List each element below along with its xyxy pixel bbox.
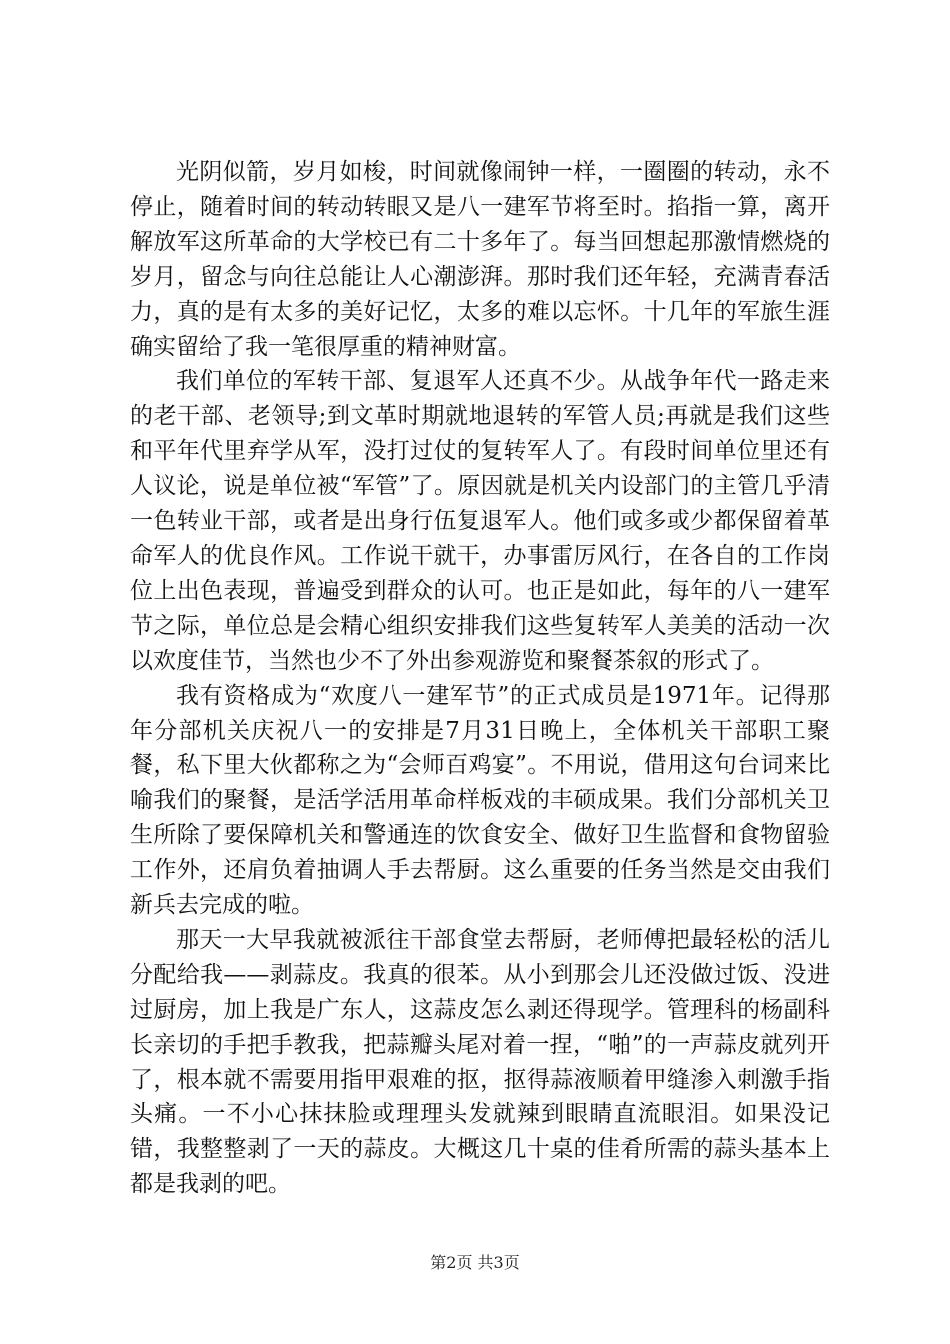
paragraph-2: 我们单位的军转干部、复退军人还真不少。从战争年代一路走来的老干部、老领导;到文革时期就地退转的军管人员;再就是我们这些和平年代里弃学从军，没打过仗的复转军人了。有段时间单位里还有人议论，说是单位被“军管”了。原因就是机关内设部门的主管几乎清一色转业干部，或者是出身行伍复退军人。他们或多或少都保留着革命军人的优良作风。工作说干就干，办事雷厉风行，在各自的工作岗位上出色表现，普遍受到群众的认可。也正是如此，每年的八一建军节之际，单位总是会精心组织安排我们这些复转军人美美的活动一次以欢度佳节，当然也少不了外出参观游览和聚餐茶叙的形式了。 [130, 368, 830, 674]
paragraph-1: 光阴似箭，岁月如梭，时间就像闹钟一样，一圈圈的转动，永不停止，随着时间的转动转眼又是八一建军节将至时。掐指一算，离开解放军这所革命的大学校已有二十多年了。每当回想起那激情燃烧的岁月，留念与向往总能让人心潮澎湃。那时我们还年轻，充满青春活力，真的是有太多的美好记忆，太多的难以忘怀。十几年的军旅生涯确实留给了我一笔很厚重的精神财富。 [130, 159, 830, 360]
paragraph-4: 那天一大早我就被派往干部食堂去帮厨，老师傅把最轻松的活儿分配给我——剥蒜皮。我真的很苯。从小到那会儿还没做过饭、没进过厨房，加上我是广东人，这蒜皮怎么剥还得现学。管理科的杨副科长亲切的手把手教我，把蒜瓣头尾对着一捏，“啪”的一声蒜皮就列开了，根本就不需要用指甲艰难的抠，抠得蒜液顺着甲缝渗入刺激手指头痛。一不小心抹抹脸或理理头发就辣到眼睛直流眼泪。如果没记错，我整整剥了一天的蒜皮。大概这几十桌的佳肴所需的蒜头基本上都是我剥的吧。 [130, 926, 830, 1198]
paragraph-3: 我有资格成为“欢度八一建军节”的正式成员是1971年。记得那年分部机关庆祝八一的安排是7月31日晚上，全体机关干部职工聚餐，私下里大伙都称之为“会师百鸡宴”。不用说，借用这句台词来比喻我们的聚餐，是活学活用革命样板戏的丰硕成果。我们分部机关卫生所除了要保障机关和警通连的饮食安全、做好卫生监督和食物留验工作外，还肩负着抽调人手去帮厨。这么重要的任务当然是交由我们新兵去完成的啦。 [130, 682, 830, 919]
article-body [130, 155, 830, 1202]
page-number-footer: 第2页 共3页 [430, 1253, 520, 1272]
